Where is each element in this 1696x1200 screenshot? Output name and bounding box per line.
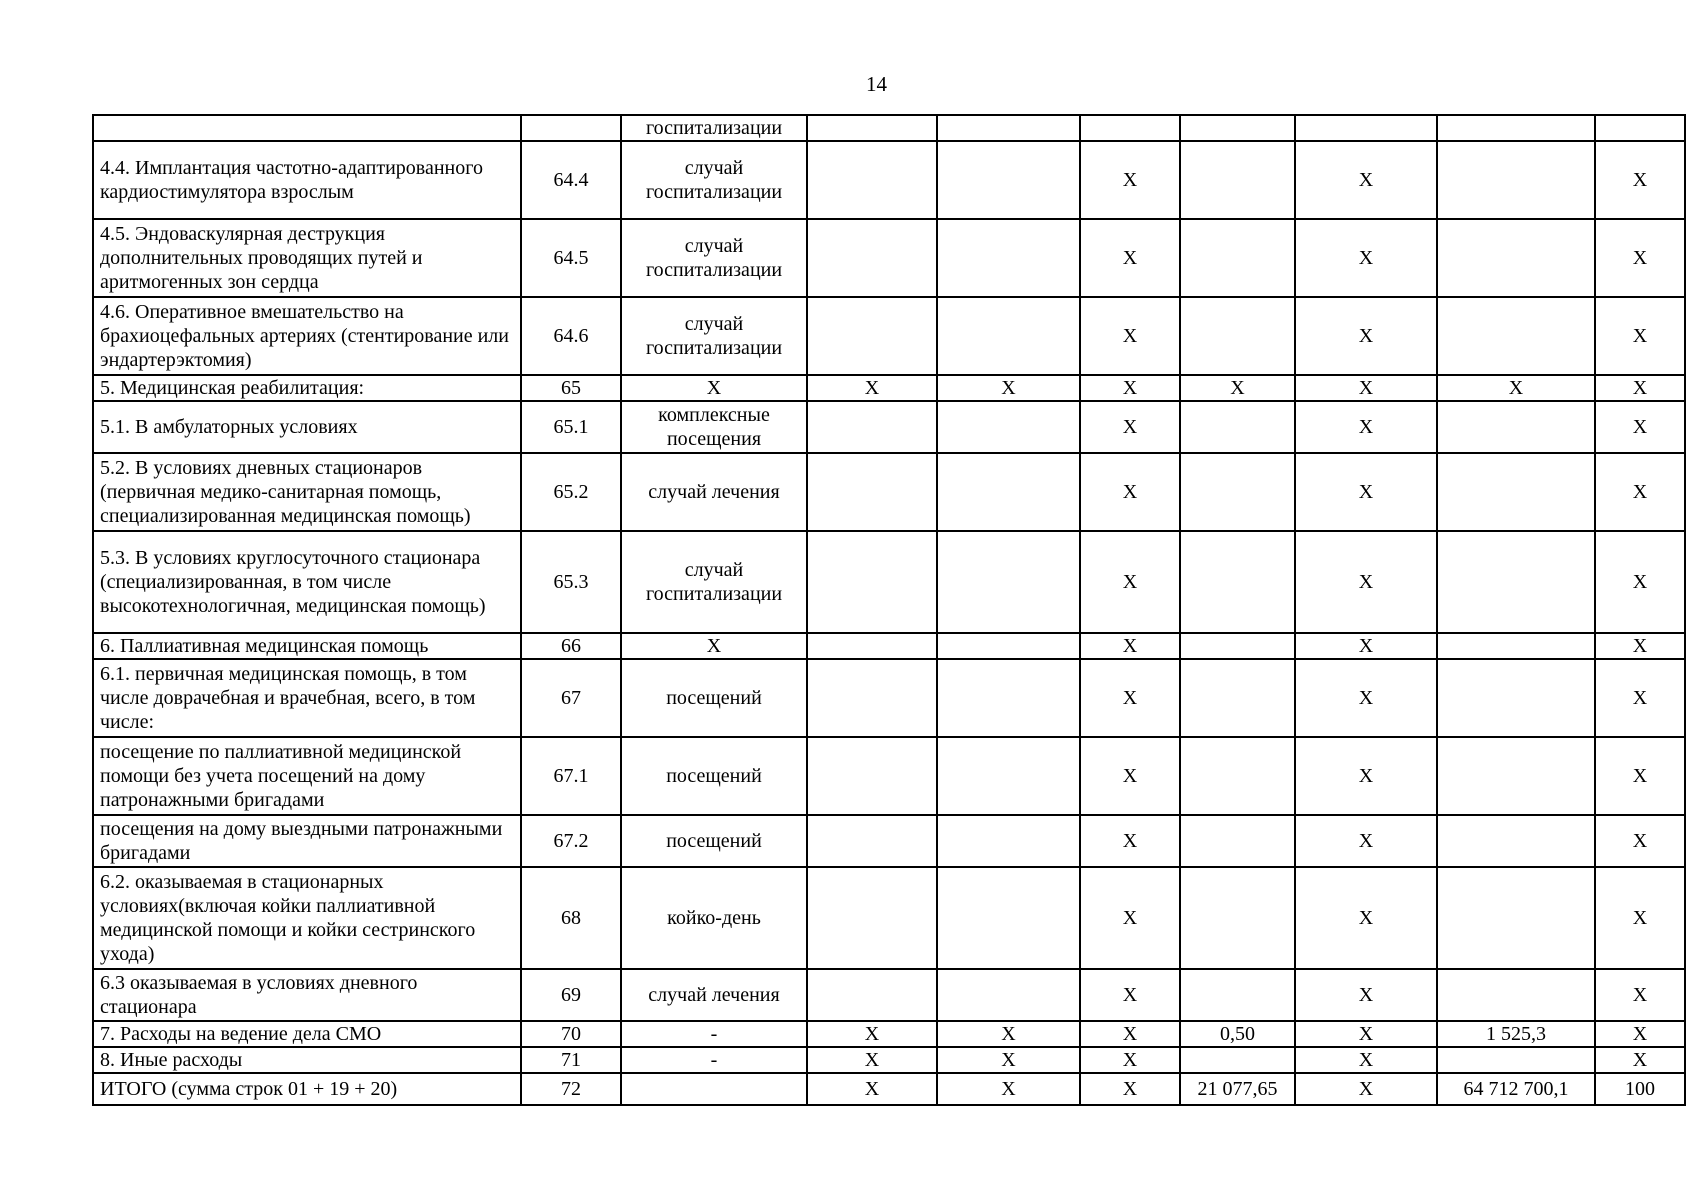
col6-cell [1080, 115, 1180, 141]
col9-cell [1437, 141, 1595, 219]
col10-cell: Х [1595, 1021, 1685, 1047]
row-code-cell: 65.1 [521, 401, 621, 453]
col9-cell [1437, 531, 1595, 633]
col8-cell: Х [1295, 969, 1437, 1021]
col6-cell: Х [1080, 297, 1180, 375]
col9-cell: Х [1437, 375, 1595, 401]
col7-cell [1180, 867, 1295, 969]
col4-cell [807, 737, 937, 815]
col8-cell: Х [1295, 219, 1437, 297]
table-row [93, 375, 1685, 401]
col4-cell [807, 815, 937, 867]
col5-cell [937, 141, 1080, 219]
col7-cell [1180, 815, 1295, 867]
row-code-cell: 64.4 [521, 141, 621, 219]
col6-cell: Х [1080, 219, 1180, 297]
row-name-cell: 6.3 оказываемая в условиях дневного стационара [93, 969, 521, 1021]
col10-cell: Х [1595, 375, 1685, 401]
col7-cell [1180, 659, 1295, 737]
col7-cell [1180, 531, 1295, 633]
col5-cell: Х [937, 375, 1080, 401]
col8-cell: Х [1295, 659, 1437, 737]
unit-cell: Х [621, 375, 807, 401]
unit-cell: случай госпитализации [621, 531, 807, 633]
table-row [93, 219, 1685, 297]
row-name-cell: посещение по паллиативной медицинской помощи без учета посещений на дому патронажными бригадами [93, 737, 521, 815]
col9-cell [1437, 219, 1595, 297]
row-code-cell: 72 [521, 1073, 621, 1105]
row-code-cell: 66 [521, 633, 621, 659]
col4-cell [807, 115, 937, 141]
col8-cell: Х [1295, 815, 1437, 867]
unit-cell: - [621, 1047, 807, 1073]
col9-cell [1437, 659, 1595, 737]
col5-cell [937, 633, 1080, 659]
col7-cell [1180, 219, 1295, 297]
table-row [93, 867, 1685, 969]
row-code-cell: 71 [521, 1047, 621, 1073]
row-name-cell: 6.2. оказываемая в стационарных условиях(включая койки паллиативной медицинской помощи и койки сестринского ухода) [93, 867, 521, 969]
col5-cell [937, 453, 1080, 531]
row-code-cell: 65 [521, 375, 621, 401]
col6-cell: Х [1080, 815, 1180, 867]
col4-cell [807, 297, 937, 375]
unit-cell: случай лечения [621, 969, 807, 1021]
col10-cell: Х [1595, 815, 1685, 867]
col6-cell: Х [1080, 453, 1180, 531]
row-code-cell: 64.5 [521, 219, 621, 297]
row-code-cell: 67.2 [521, 815, 621, 867]
col8-cell: Х [1295, 297, 1437, 375]
col6-cell: Х [1080, 737, 1180, 815]
col5-cell [937, 531, 1080, 633]
row-name-cell: ИТОГО (сумма строк 01 + 19 + 20) [93, 1073, 521, 1105]
col7-cell [1180, 1047, 1295, 1073]
col10-cell: Х [1595, 219, 1685, 297]
col10-cell: Х [1595, 1047, 1685, 1073]
col8-cell: Х [1295, 1073, 1437, 1105]
col9-cell: 1 525,3 [1437, 1021, 1595, 1047]
col4-cell [807, 659, 937, 737]
col10-cell: Х [1595, 531, 1685, 633]
col8-cell: Х [1295, 453, 1437, 531]
col9-cell [1437, 633, 1595, 659]
unit-cell [621, 1073, 807, 1105]
row-code-cell: 65.2 [521, 453, 621, 531]
col5-cell: Х [937, 1047, 1080, 1073]
col4-cell: Х [807, 1047, 937, 1073]
col4-cell [807, 401, 937, 453]
col8-cell: Х [1295, 401, 1437, 453]
table-row [93, 1073, 1685, 1105]
row-name-cell: 7. Расходы на ведение дела СМО [93, 1021, 521, 1047]
col7-cell [1180, 401, 1295, 453]
col7-cell [1180, 115, 1295, 141]
col6-cell: Х [1080, 531, 1180, 633]
col7-cell [1180, 969, 1295, 1021]
col10-cell: Х [1595, 737, 1685, 815]
col8-cell: Х [1295, 633, 1437, 659]
table-row [93, 297, 1685, 375]
table-row [93, 815, 1685, 867]
col5-cell [937, 659, 1080, 737]
col9-cell [1437, 401, 1595, 453]
row-code-cell [521, 115, 621, 141]
row-name-cell: 5.3. В условиях круглосуточного стационара (специализированная, в том числе высокотехнологичная, медицинская помощь) [93, 531, 521, 633]
row-name-cell: 6. Паллиативная медицинская помощь [93, 633, 521, 659]
row-name-cell: посещения на дому выездными патронажными бригадами [93, 815, 521, 867]
col8-cell: Х [1295, 531, 1437, 633]
col8-cell: Х [1295, 867, 1437, 969]
unit-cell: койко-день [621, 867, 807, 969]
unit-cell: комплексные посещения [621, 401, 807, 453]
page-number: 14 [866, 72, 887, 96]
table-row [93, 1021, 1685, 1047]
col5-cell: Х [937, 1073, 1080, 1105]
col7-cell [1180, 453, 1295, 531]
col6-cell: Х [1080, 401, 1180, 453]
row-name-cell: 4.4. Имплантация частотно-адаптированного кардиостимулятора взрослым [93, 141, 521, 219]
col8-cell: Х [1295, 141, 1437, 219]
col7-cell [1180, 737, 1295, 815]
row-name-cell: 4.6. Оперативное вмешательство на брахиоцефальных артериях (стентирование или эндартерэктомия) [93, 297, 521, 375]
financing-table [92, 114, 1686, 1106]
unit-cell: Х [621, 633, 807, 659]
col4-cell [807, 453, 937, 531]
table-row [93, 737, 1685, 815]
col10-cell: Х [1595, 867, 1685, 969]
col4-cell: Х [807, 1073, 937, 1105]
col4-cell [807, 633, 937, 659]
col5-cell: Х [937, 1021, 1080, 1047]
table-row [93, 531, 1685, 633]
col10-cell: Х [1595, 633, 1685, 659]
col9-cell [1437, 297, 1595, 375]
col6-cell: Х [1080, 633, 1180, 659]
col7-cell: Х [1180, 375, 1295, 401]
row-code-cell: 69 [521, 969, 621, 1021]
row-code-cell: 68 [521, 867, 621, 969]
col4-cell [807, 969, 937, 1021]
table-row [93, 1047, 1685, 1073]
col9-cell: 64 712 700,1 [1437, 1073, 1595, 1105]
row-name-cell [93, 115, 521, 141]
table-row [93, 115, 1685, 141]
col10-cell [1595, 115, 1685, 141]
table-row [93, 401, 1685, 453]
col6-cell: Х [1080, 1021, 1180, 1047]
row-code-cell: 67.1 [521, 737, 621, 815]
col9-cell [1437, 115, 1595, 141]
row-code-cell: 65.3 [521, 531, 621, 633]
col6-cell: Х [1080, 141, 1180, 219]
col7-cell [1180, 141, 1295, 219]
col9-cell [1437, 737, 1595, 815]
unit-cell: случай госпитализации [621, 141, 807, 219]
col10-cell: Х [1595, 969, 1685, 1021]
col9-cell [1437, 453, 1595, 531]
row-name-cell: 5. Медицинская реабилитация: [93, 375, 521, 401]
unit-cell: посещений [621, 815, 807, 867]
col5-cell [937, 115, 1080, 141]
col4-cell [807, 531, 937, 633]
table-row [93, 969, 1685, 1021]
col10-cell: Х [1595, 297, 1685, 375]
col9-cell [1437, 969, 1595, 1021]
col6-cell: Х [1080, 375, 1180, 401]
unit-cell: случай госпитализации [621, 297, 807, 375]
col4-cell: Х [807, 1021, 937, 1047]
row-name-cell: 6.1. первичная медицинская помощь, в том числе доврачебная и врачебная, всего, в том числе: [93, 659, 521, 737]
row-code-cell: 70 [521, 1021, 621, 1047]
col5-cell [937, 969, 1080, 1021]
row-name-cell: 4.5. Эндоваскулярная деструкция дополнительных проводящих путей и аритмогенных зон сердца [93, 219, 521, 297]
col7-cell: 0,50 [1180, 1021, 1295, 1047]
col7-cell: 21 077,65 [1180, 1073, 1295, 1105]
col6-cell: Х [1080, 1047, 1180, 1073]
table-row [93, 633, 1685, 659]
row-name-cell: 5.1. В амбулаторных условиях [93, 401, 521, 453]
col5-cell [937, 867, 1080, 969]
col6-cell: Х [1080, 867, 1180, 969]
row-name-cell: 8. Иные расходы [93, 1047, 521, 1073]
col5-cell [937, 297, 1080, 375]
col7-cell [1180, 633, 1295, 659]
col10-cell: Х [1595, 659, 1685, 737]
col6-cell: Х [1080, 1073, 1180, 1105]
col10-cell: 100 [1595, 1073, 1685, 1105]
unit-cell: случай госпитализации [621, 219, 807, 297]
table-row [93, 453, 1685, 531]
col6-cell: Х [1080, 969, 1180, 1021]
row-code-cell: 67 [521, 659, 621, 737]
col8-cell [1295, 115, 1437, 141]
col8-cell: Х [1295, 375, 1437, 401]
col4-cell [807, 219, 937, 297]
col5-cell [937, 401, 1080, 453]
col8-cell: Х [1295, 1047, 1437, 1073]
col4-cell: Х [807, 375, 937, 401]
col6-cell: Х [1080, 659, 1180, 737]
col9-cell [1437, 867, 1595, 969]
row-code-cell: 64.6 [521, 297, 621, 375]
col9-cell [1437, 1047, 1595, 1073]
table-body [93, 115, 1685, 1105]
col5-cell [937, 737, 1080, 815]
col7-cell [1180, 297, 1295, 375]
col8-cell: Х [1295, 1021, 1437, 1047]
unit-cell: случай лечения [621, 453, 807, 531]
col10-cell: Х [1595, 141, 1685, 219]
col4-cell [807, 141, 937, 219]
unit-cell: посещений [621, 659, 807, 737]
col4-cell [807, 867, 937, 969]
col5-cell [937, 219, 1080, 297]
table-row [93, 141, 1685, 219]
col8-cell: Х [1295, 737, 1437, 815]
row-name-cell: 5.2. В условиях дневных стационаров (первичная медико-санитарная помощь, специализированная медицинская помощь) [93, 453, 521, 531]
col10-cell: Х [1595, 453, 1685, 531]
col10-cell: Х [1595, 401, 1685, 453]
unit-cell: - [621, 1021, 807, 1047]
col5-cell [937, 815, 1080, 867]
table-row [93, 659, 1685, 737]
unit-cell: посещений [621, 737, 807, 815]
unit-cell: госпитализации [621, 115, 807, 141]
col9-cell [1437, 815, 1595, 867]
